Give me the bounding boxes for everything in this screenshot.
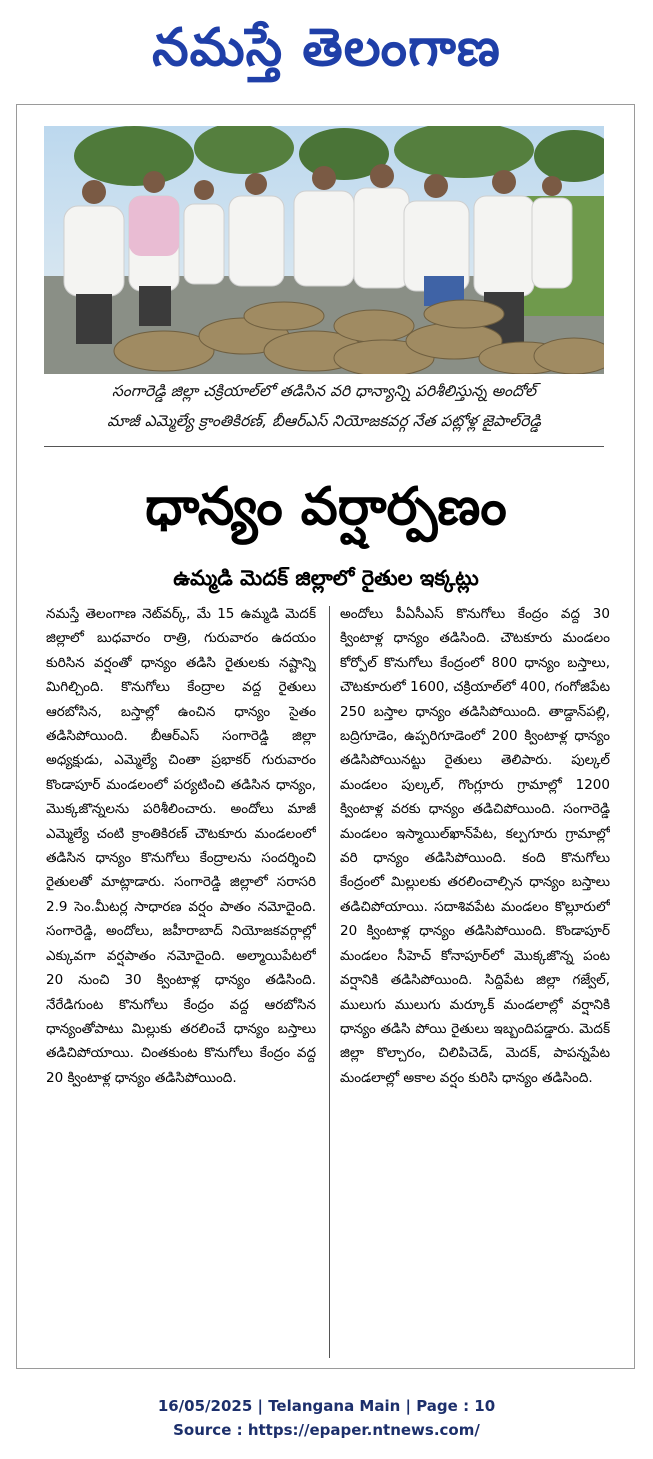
article-column-1: నమస్తే తెలంగాణ నెట్‌వర్క్, మే 15 ఉమ్మడి మెదక్ జిల్లాలో బుధవారం రాత్రి, గురువారం ఉదయం కురిసిన వర్షంతో ధాన్యం తడిసి రైతులకు నష్టాన్ని మిగిల్చింది. కొనుగోలు కేంద్రాల వద్ద రైతులు ఆరబోసిన, బస్తాల్లో ఉంచిన ధాన్యం సైతం తడిసిపోయింది. బీఆర్‌ఎస్ సంగారెడ్డి జిల్లా అధ్యక్షుడు, ఎమ్మెల్యే చింతా ప్రభాకర్ గురువారం కొండాపూర్ మండలంలో పర్యటించి తడిసిన ధాన్యం, మొక్కజొన్నలను పరిశీలించారు. అందోలు మాజీ ఎమ్మెల్యే చంటి క్రాంతికిరణ్ చౌటకూరు మండలంలో తడిసిన ధాన్యం కొనుగోలు కేంద్రాలను సందర్శించి రైతులతో మాట్లాడారు. సంగారెడ్డి జిల్లాలో సరాసరి 2.9 సెం.మీటర్ల సాధారణ వర్షం పాతం నమోదైంది. సంగారెడ్డి, అందోలు, జహీరాబాద్ నియోజకవర్గాల్లో ఎక్కువగా వర్షపాతం నమోదైంది. అల్మాయిపేటలో 20 నుంచి 30 క్వింటాళ్ల ధాన్యం తడిసింది. నేరేడిగుంట కొనుగోలు కేంద్రం వద్ద ఆరబోసిన ధాన్యంతోపాటు మిల్లుకు తరలించే ధాన్యం బస్తాలు తడిచిపోయాయి. చింతకుంట కొనుగోలు కేంద్రం వద్ద 20 క్వింటాళ్ల ధాన్యం తడిసిపోయింది. [46,606,316,1086]
headline: ధాన్యం వర్షార్పణం [145,477,507,537]
footer [0,1394,653,1442]
caption-line-2: మాజీ ఎమ్మెల్యే క్రాంతికిరణ్, బీఆర్‌ఎస్ నియోజకవర్గ నేత పట్లోళ్ల జైపాల్‌రెడ్డి [107,412,541,430]
subheadline: ఉమ్మడి మెదక్ జిల్లాలో రైతుల ఇక్కట్లు [173,566,479,590]
caption-divider [44,446,604,447]
column-divider [329,606,330,1358]
photo-caption [44,376,604,442]
news-photo [44,126,604,374]
footer-source: Source : https://epaper.ntnews.com/ [173,1421,480,1439]
footer-date-edition-page: 16/05/2025 | Telangana Main | Page : 10 [157,1397,496,1415]
caption-line-1: సంగారెడ్డి జిల్లా చక్రియాల్‌లో తడిసిన వరి ధాన్యాన్ని పరిశీలిస్తున్న అందోల్ [112,382,536,400]
masthead [0,0,653,96]
newspaper-title: నమస్తే తెలంగాణ [152,18,501,78]
article-column-2: అందోలు పీఏసీఎస్ కొనుగోలు కేంద్రం వద్ద 30 క్వింటాళ్ల ధాన్యం తడిసింది. చౌటకూరు మండలం కోర్పోల్ కొనుగోలు కేంద్రంలో 800 ధాన్యం బస్తాలు, చౌటకూరులో 1600, చక్రియాల్‌లో 400, గంగోజిపేట 250 బస్తాల ధాన్యం తడిసిపోయింది. తాడ్దాన్‌పల్లి, బద్రిగూడెం, ఉప్పరిగూడెంలో 200 క్వింటాళ్ల ధాన్యం తడిసిపోయినట్టు రైతులు తెలిపారు. పుల్కల్ మండలం పుల్కల్, గొంగ్లూరు గ్రామాల్లో 1200 క్వింటాళ్ల వరకు ధాన్యం తడిచిపోయింది. సంగారెడ్డి మండలం ఇస్మాయిల్‌ఖాన్‌పేట, కల్పగూరు గ్రామాల్లో వరి ధాన్యం తడిసిపోయింది. కంది కొనుగోలు కేంద్రంలో మిల్లులకు తరలించాల్సిన ధాన్యం బస్తాలు తడిచిపోయాయి. సదాశివపేట మండలం కొల్లూరులో 20 క్వింటాళ్ల ధాన్యం తడిసిపోయింది. కొండాపూర్ మండలం సీహెచ్ కోనాపూర్‌లో మొక్కజొన్న పంట వర్షానికి తడిసిపోయింది. సిద్దిపేట జిల్లా గజ్వేల్, ములుగు ములుగు మర్కూక్ మండలాల్లో వర్షానికి ధాన్యం తడిసి పోయి రైతులు ఇబ్బందిపడ్డారు. మెదక్ జిల్లా కొల్చారం, చిలిపిచెడ్, మెదక్, పాపన్నపేట మండలాల్లో అకాల వర్షం కురిసి ధాన్యం తడిసింది. [340,606,610,1086]
